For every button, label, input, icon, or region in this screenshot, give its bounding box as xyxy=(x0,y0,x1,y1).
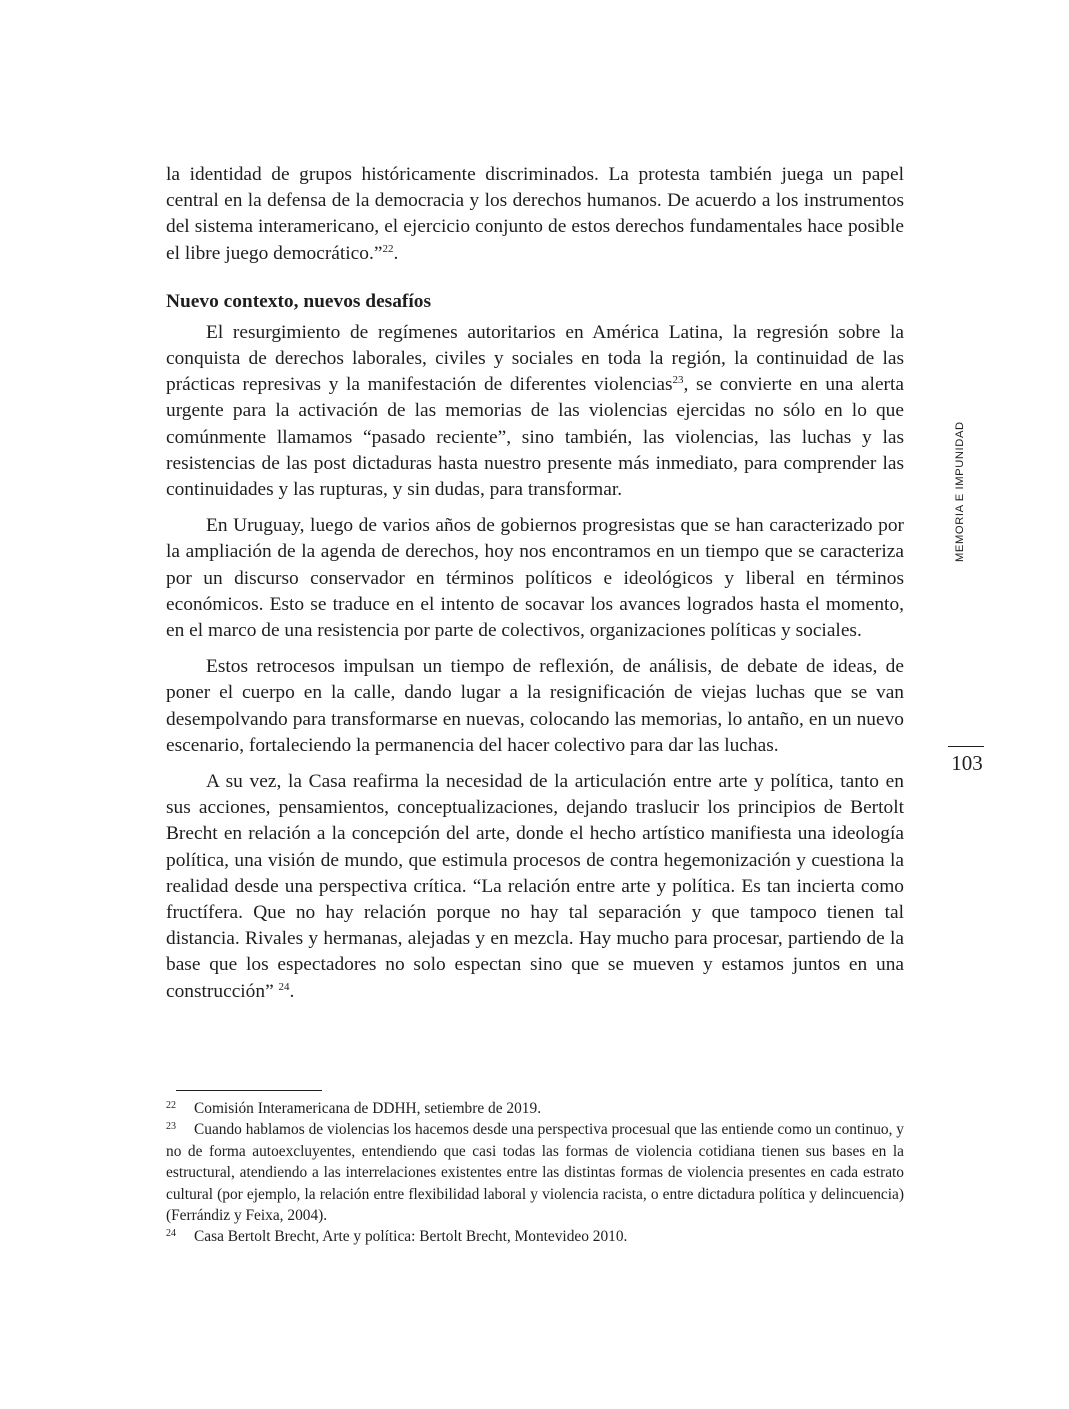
section-heading: Nuevo contexto, nuevos desafíos xyxy=(166,290,432,312)
paragraph-2: El resurgimiento de regímenes autoritarios en América Latina, la regresión sobre la conquista de derechos laborales, civiles y sociales en toda la región, la continuidad de las prácticas represivas y la manifestación de diferentes violencias$^{23}$, se convierte en una alerta urgente para la activación de las memorias de las violencias ejercidas no sólo en lo que comúnmente llamamos “pasado reciente”, sino también, las violencias, las luchas y las resistencias de las post dictaduras hasta nuestro presente más inmediato, para comprender las continuidades y las rupturas, y sin dudas, para transformar. xyxy=(166,321,904,501)
footnote-text: Comisión Interamericana de DDHH, setiembre de 2019. xyxy=(194,1100,542,1117)
footnote-text: Casa Bertolt Brecht, Arte y política: Bertolt Brecht, Montevideo 2010. xyxy=(194,1228,628,1246)
footnote-text: Cuando hablamos de violencias los hacemos desde una perspectiva procesual que las entiende como un continuo, y no de forma autoexcluyentes, entendiendo que casi todas las formas de violencia cotidiana tienen sus bases en la estructural, atendiendo a las interrelaciones existentes entre las distintas formas de violencia presentes en cada estrato cultural (por ejemplo, la relación entre flexibilidad laboral y violencia racista, o entre dictadura política y delincuencia) (Ferrándiz y Feixa, 2004). xyxy=(166,1121,904,1225)
main-text xyxy=(166,162,904,1005)
footnote-22: 22 Comisión Interamericana de DDHH, setiembre de 2019. xyxy=(166,1100,542,1117)
footnote-separator xyxy=(176,1090,322,1091)
footnote-ref-24[interactable]: 24 xyxy=(278,980,290,993)
paragraph-1: la identidad de grupos históricamente discriminados. La protesta también juega un papel central en la defensa de la democracia y los derechos humanos. De acuerdo a los instrumentos del sistema interamericano, el ejercicio conjunto de estos derechos fundamentales hace posible el libre juego democrático.”$^{22}$. xyxy=(166,164,904,264)
footnotes xyxy=(166,1098,904,1248)
footnote-24: 24 Casa Bertolt Brecht, Arte y política: Bertolt Brecht, Montevideo 2010. xyxy=(166,1228,628,1246)
paragraph-1-text: la identidad de grupos históricamente discriminados. La protesta también juega un papel central en la defensa de la democracia y los derechos humanos. De acuerdo a los instrumentos del sistema interamericano, el ejercicio conjunto de estos derechos fundamentales hace posible el libre juego democrático.” xyxy=(166,164,904,264)
footnote-ref-22[interactable]: 22 xyxy=(382,242,394,255)
page-number-rule xyxy=(948,746,984,747)
paragraph-4: Estos retrocesos impulsan un tiempo de reflexión, de análisis, de debate de ideas, de poner el cuerpo en la calle, dando lugar a la resignificación de viejas luchas que se van desempolvando para transformarse en nuevas, colocando las memorias, lo antaño, en un nuevo escenario, fortaleciendo la permanencia del hacer colectivo para dar las luchas. xyxy=(166,656,904,756)
footnote-23: 23 Cuando hablamos de violencias los hacemos desde una perspectiva procesual que las entiende como un continuo, y no de forma autoexcluyentes, entendiendo que casi todas las formas de violencia cotidiana tienen sus bases en la estructural, atendiendo a las interrelaciones existentes entre las distintas formas de violencia presentes en cada estrato cultural (por ejemplo, la relación entre flexibilidad laboral y violencia racista, o entre dictadura política y delincuencia) (Ferrándiz y Feixa, 2004). xyxy=(166,1121,904,1225)
paragraph-3: En Uruguay, luego de varios años de gobiernos progresistas que se han caracterizado por la ampliación de la agenda de derechos, hoy nos encontramos en un tiempo que se caracteriza por un discurso conservador en términos políticos e ideológicos y liberal en términos económicos. Esto se traduce en el intento de socavar los avances logrados hasta el momento, en el marco de una resistencia por parte de colectivos, organizaciones políticas y sociales. xyxy=(166,515,904,642)
paragraph-5: A su vez, la Casa reafirma la necesidad de la articulación entre arte y política, tanto en sus acciones, pensamientos, conceptualizaciones, dejando traslucir los principios de Bertolt Brecht en relación a la concepción del arte, donde el hecho artístico manifiesta una ideología política, una visión de mundo, que estimula procesos de contra hegemonización y cuestiona la realidad desde una perspectiva crítica. “La relación entre arte y política. Es tan incierta como fructífera. Que no hay relación porque no hay tal separación y que tampoco tienen tal distancia. Rivales y hermanas, alejadas y en mezcla. Hay mucho para procesar, partiendo de la base que los espectadores no solo espectan sino que se mueven y estamos juntos en una construcción” $^{24}$. xyxy=(166,771,904,1002)
page-number: 103 xyxy=(951,751,983,775)
running-head: MEMORIA E IMPUNIDAD xyxy=(954,421,966,562)
footnote-ref-23[interactable]: 23 xyxy=(672,374,684,387)
